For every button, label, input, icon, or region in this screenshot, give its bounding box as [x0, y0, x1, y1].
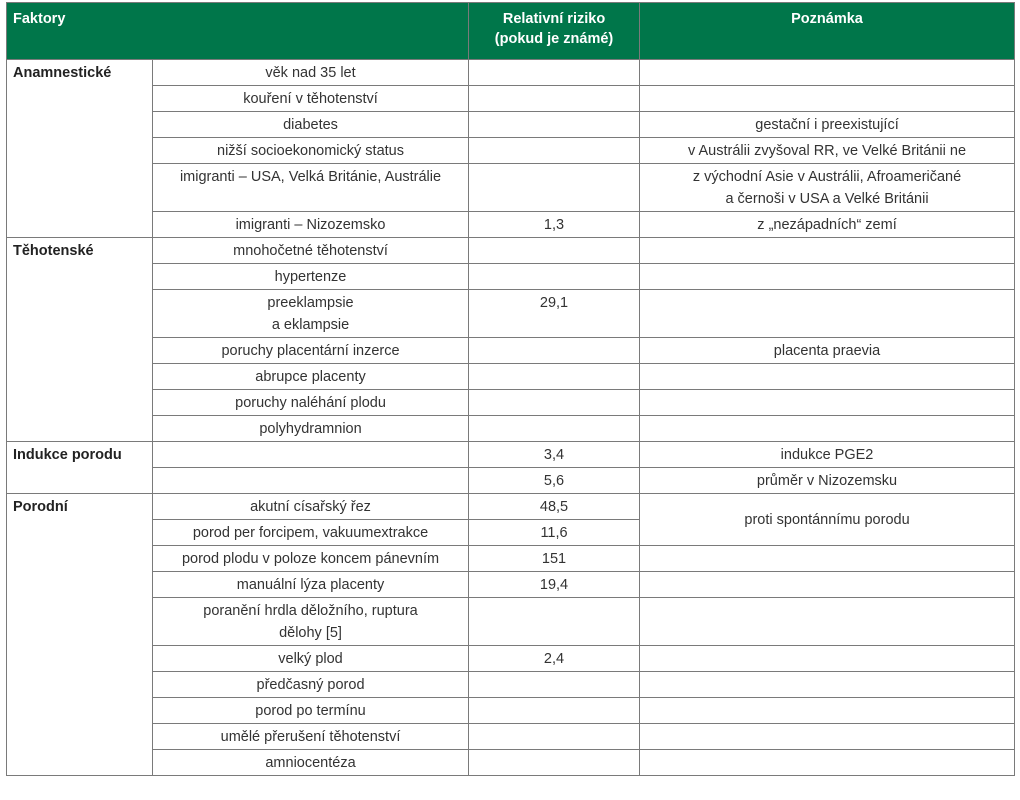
table-row [7, 572, 1015, 598]
table-row [7, 138, 1015, 164]
note-cell [640, 598, 1015, 646]
note-text: z východní Asie v Austrálii, Afroameričané [692, 169, 962, 185]
factor-text: preeklampsie [267, 295, 354, 311]
factor-cell [153, 290, 469, 338]
factor-text: porod plodu v poloze koncem pánevním [181, 551, 440, 567]
category-cell: Indukce porodu [7, 442, 153, 494]
category-cell: Těhotenské [7, 238, 153, 442]
relative-risk-cell: 3,4 [469, 442, 640, 468]
table-header-row [7, 3, 1015, 60]
factor-text: dělohy [5] [279, 625, 342, 641]
factor-text: poruchy naléhání plodu [235, 395, 386, 411]
factor-cell [153, 338, 469, 364]
category-cell: Anamnestické [7, 60, 153, 238]
factor-text: akutní císařský řez [250, 499, 371, 515]
relative-risk-cell [469, 112, 640, 138]
factor-cell [153, 520, 469, 546]
relative-risk-cell: 151 [469, 546, 640, 572]
note-cell [640, 468, 1015, 494]
table-row [7, 494, 1015, 520]
factor-text: umělé přerušení těhotenství [220, 729, 401, 745]
factor-cell [153, 212, 469, 238]
risk-factors-table [6, 2, 1015, 776]
factor-text: velký plod [278, 651, 343, 667]
category-cell: Porodní [7, 494, 153, 776]
relative-risk-cell [469, 364, 640, 390]
factor-text: imigranti – USA, Velká Británie, Austrálie [179, 169, 442, 185]
relative-risk-cell [469, 698, 640, 724]
table-row [7, 442, 1015, 468]
factor-text: amniocentéza [265, 755, 356, 771]
factor-text: hypertenze [274, 269, 347, 285]
factor-cell [153, 364, 469, 390]
table-row [7, 416, 1015, 442]
note-cell [640, 338, 1015, 364]
factor-text: manuální lýza placenty [236, 577, 385, 593]
header-relative-risk-line: (pokud je známé) [494, 31, 614, 47]
table-row [7, 546, 1015, 572]
relative-risk-cell [469, 750, 640, 776]
note-cell [640, 698, 1015, 724]
note-cell [640, 724, 1015, 750]
relative-risk-cell [469, 264, 640, 290]
note-text: průměr v Nizozemsku [756, 473, 898, 489]
note-cell [640, 390, 1015, 416]
factor-cell [153, 724, 469, 750]
factor-cell [153, 572, 469, 598]
table-row [7, 672, 1015, 698]
factor-cell [153, 112, 469, 138]
factor-cell [153, 86, 469, 112]
note-cell [640, 60, 1015, 86]
factor-cell [153, 390, 469, 416]
relative-risk-cell: 48,5 [469, 494, 640, 520]
note-text: z „nezápadních“ zemí [757, 217, 897, 233]
relative-risk-cell: 5,6 [469, 468, 640, 494]
relative-risk-cell [469, 598, 640, 646]
note-cell [640, 494, 1015, 546]
factor-text: porod per forcipem, vakuumextrakce [192, 525, 429, 541]
factor-text: poruchy placentární inzerce [221, 343, 400, 359]
factor-cell [153, 494, 469, 520]
relative-risk-cell [469, 238, 640, 264]
relative-risk-cell: 19,4 [469, 572, 640, 598]
note-text: proti spontánnímu porodu [744, 512, 910, 528]
header-note: Poznámka [640, 3, 1015, 60]
note-cell [640, 238, 1015, 264]
note-cell [640, 442, 1015, 468]
factor-text: polyhydramnion [259, 421, 362, 437]
note-cell [640, 546, 1015, 572]
factor-cell [153, 442, 469, 468]
table-row [7, 264, 1015, 290]
table-row [7, 212, 1015, 238]
table-row [7, 724, 1015, 750]
risk-factors-table-wrapper [6, 2, 1015, 776]
table-row [7, 390, 1015, 416]
note-text: v Austrálii zvyšoval RR, ve Velké Británii ne [688, 143, 967, 159]
table-row [7, 112, 1015, 138]
factor-cell [153, 750, 469, 776]
note-text: placenta praevia [773, 343, 881, 359]
factor-cell [153, 238, 469, 264]
factor-cell [153, 60, 469, 86]
header-factors: Faktory [7, 3, 469, 60]
factor-cell [153, 416, 469, 442]
relative-risk-cell: 1,3 [469, 212, 640, 238]
relative-risk-cell: 29,1 [469, 290, 640, 338]
factor-cell [153, 672, 469, 698]
note-cell [640, 290, 1015, 338]
relative-risk-cell [469, 724, 640, 750]
factor-cell [153, 546, 469, 572]
note-cell [640, 112, 1015, 138]
table-row [7, 164, 1015, 212]
factor-cell [153, 164, 469, 212]
table-row [7, 338, 1015, 364]
note-cell [640, 750, 1015, 776]
table-row [7, 646, 1015, 672]
factor-text: porod po termínu [255, 703, 366, 719]
note-cell [640, 264, 1015, 290]
factor-text: abrupce placenty [255, 369, 366, 385]
relative-risk-cell [469, 416, 640, 442]
factor-cell [153, 598, 469, 646]
relative-risk-cell [469, 672, 640, 698]
note-cell [640, 672, 1015, 698]
note-cell [640, 138, 1015, 164]
note-cell [640, 416, 1015, 442]
factor-cell [153, 646, 469, 672]
factor-cell [153, 468, 469, 494]
relative-risk-cell [469, 390, 640, 416]
note-cell [640, 86, 1015, 112]
relative-risk-cell [469, 86, 640, 112]
table-row [7, 468, 1015, 494]
relative-risk-cell [469, 60, 640, 86]
table-row [7, 60, 1015, 86]
header-relative-risk-line: Relativní riziko [502, 11, 606, 27]
note-cell [640, 572, 1015, 598]
factor-text: předčasný porod [256, 677, 365, 693]
table-row [7, 598, 1015, 646]
note-cell [640, 212, 1015, 238]
relative-risk-cell [469, 338, 640, 364]
note-cell [640, 646, 1015, 672]
factor-text: a eklampsie [271, 317, 350, 333]
factor-cell [153, 698, 469, 724]
table-row [7, 698, 1015, 724]
relative-risk-cell: 2,4 [469, 646, 640, 672]
note-text: a černoši v USA a Velké Británii [725, 191, 929, 207]
table-row [7, 750, 1015, 776]
relative-risk-cell [469, 164, 640, 212]
table-row [7, 86, 1015, 112]
factor-cell [153, 264, 469, 290]
note-cell [640, 164, 1015, 212]
factor-text: kouření v těhotenství [243, 91, 378, 107]
note-text: indukce PGE2 [780, 447, 874, 463]
factor-text: nižší socioekonomický status [217, 143, 404, 159]
table-row [7, 364, 1015, 390]
header-relative-risk [469, 3, 640, 60]
factor-text: diabetes [283, 117, 338, 133]
factor-text: mnohočetné těhotenství [233, 243, 388, 259]
relative-risk-cell [469, 138, 640, 164]
relative-risk-cell: 11,6 [469, 520, 640, 546]
factor-cell [153, 138, 469, 164]
note-cell [640, 364, 1015, 390]
note-text: gestační i preexistující [755, 117, 899, 133]
table-row [7, 238, 1015, 264]
factor-text: poranění hrdla děložního, ruptura [203, 603, 418, 619]
factor-text: imigranti – Nizozemsko [235, 217, 386, 233]
table-row [7, 290, 1015, 338]
factor-text: věk nad 35 let [265, 65, 356, 81]
table-body [7, 60, 1015, 776]
